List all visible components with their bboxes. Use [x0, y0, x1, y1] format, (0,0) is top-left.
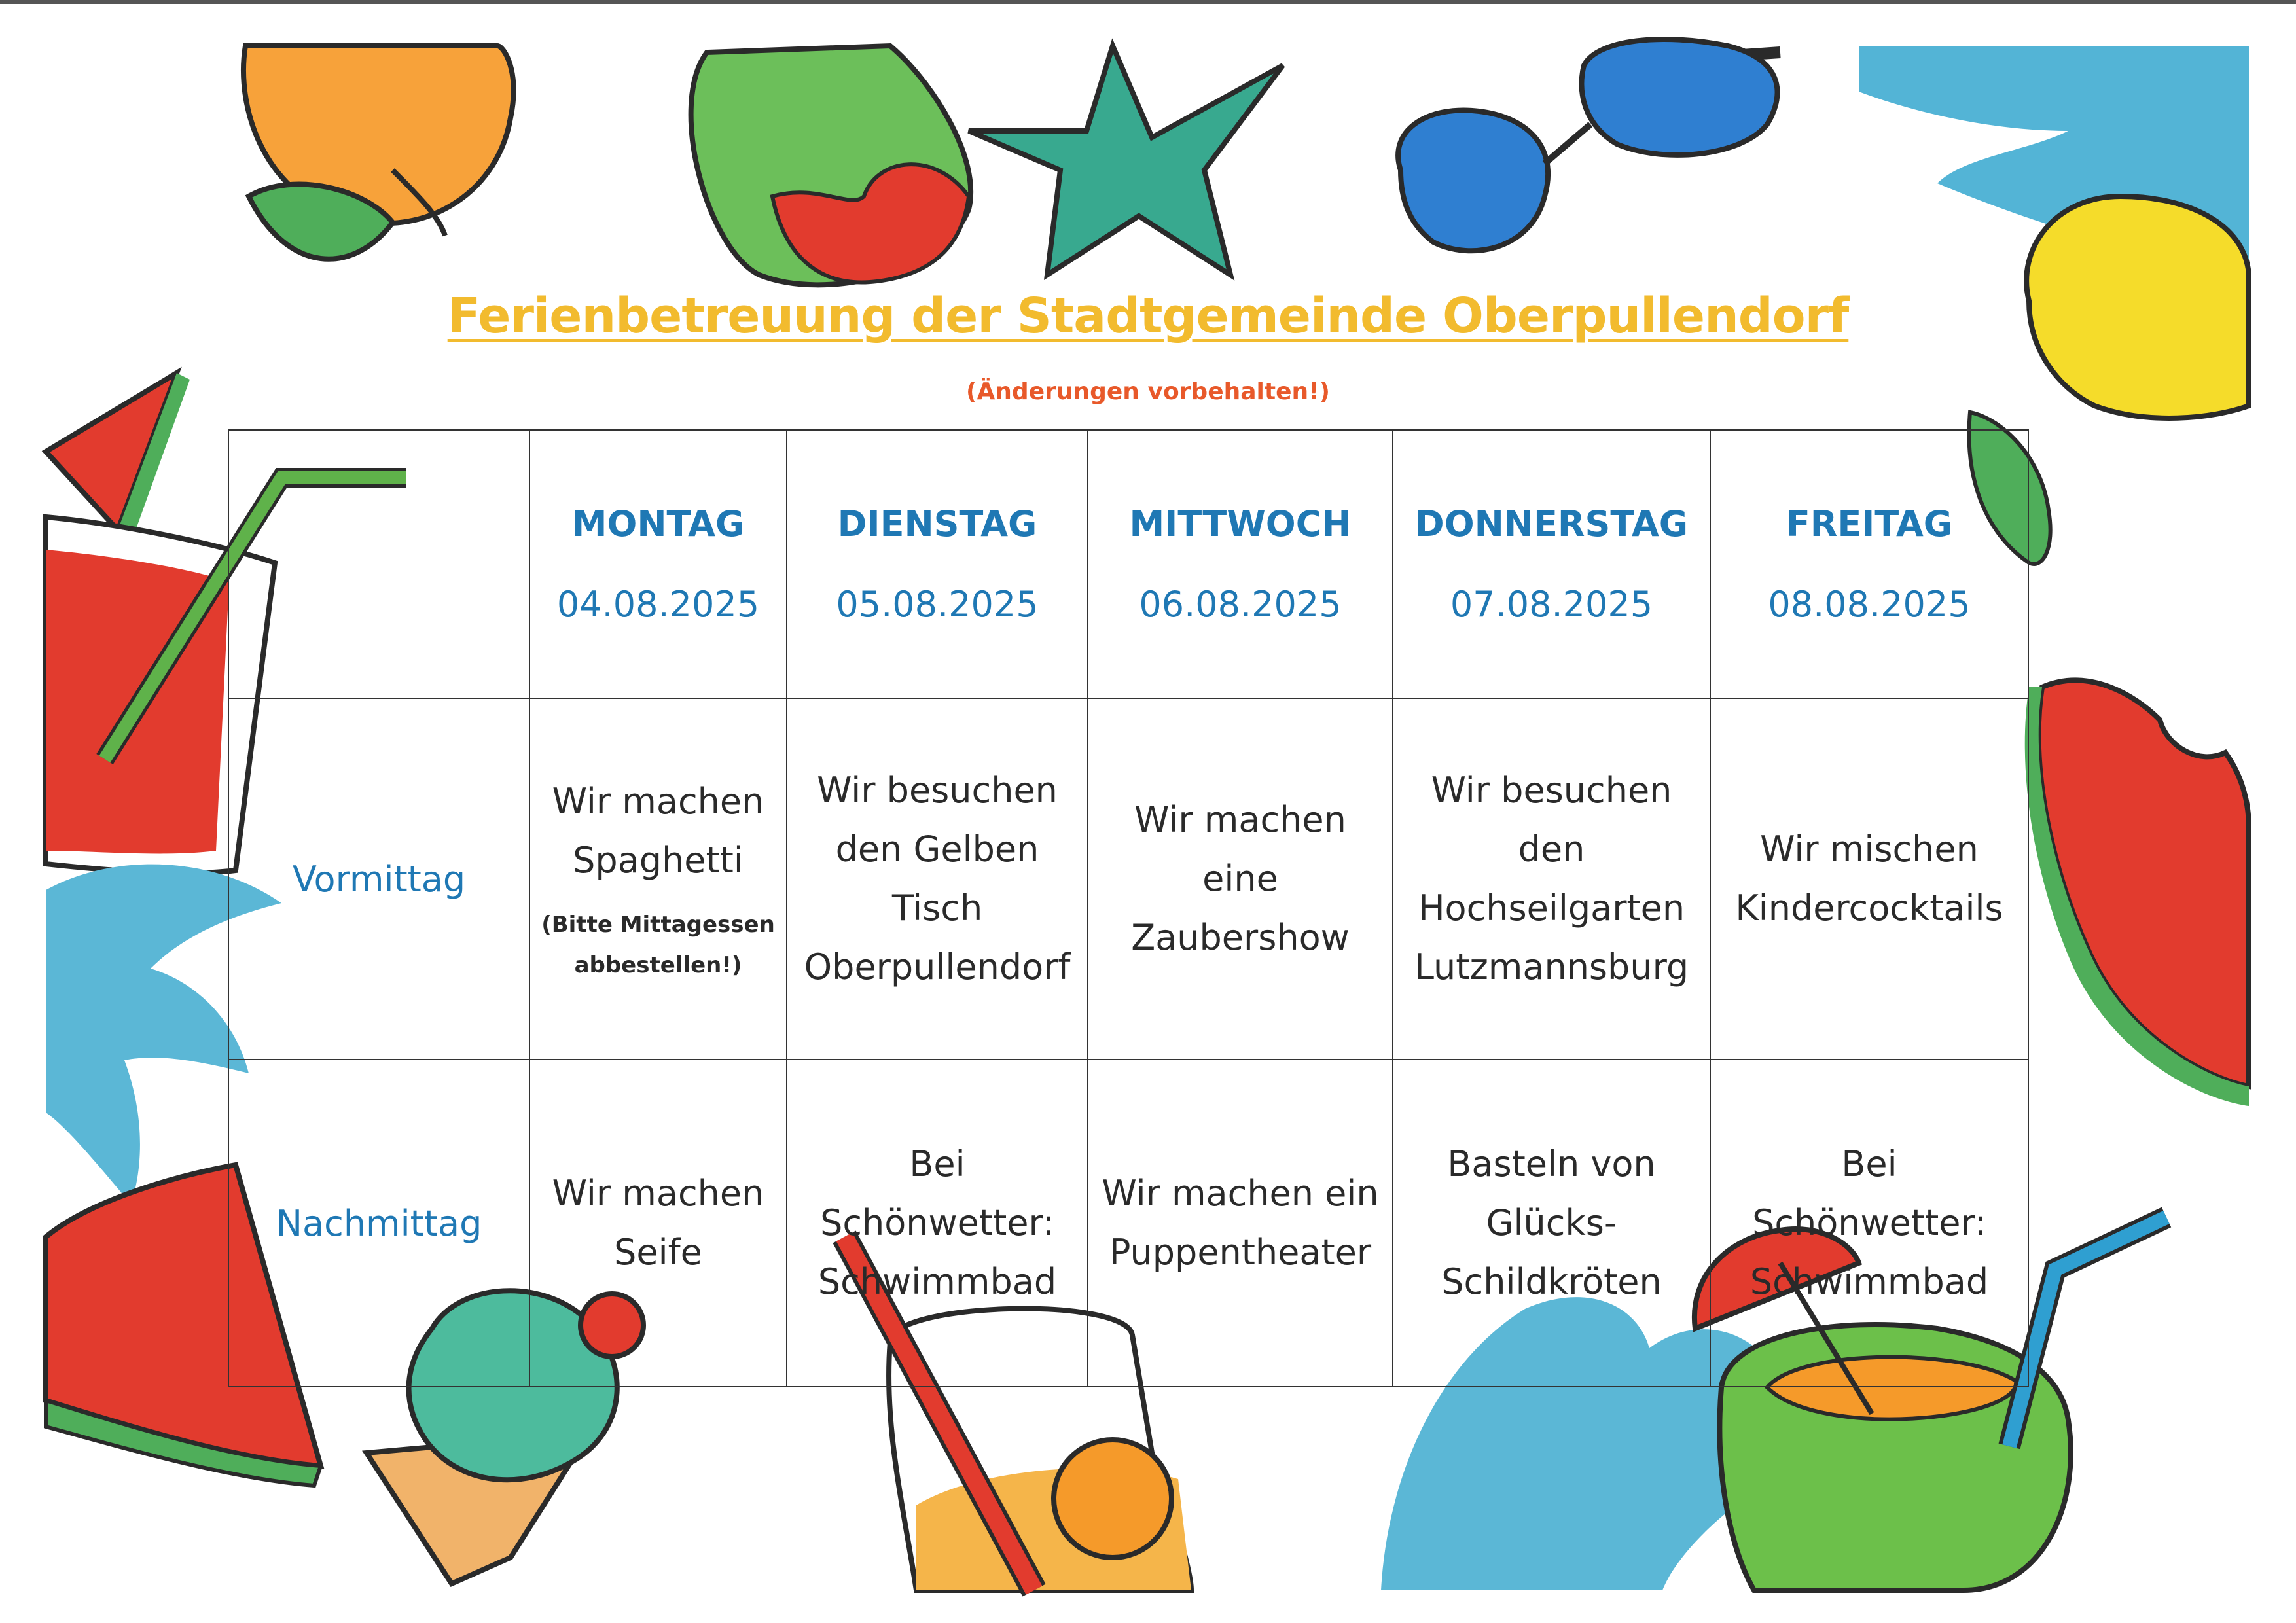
activity-cell: [529, 1060, 787, 1387]
activity-text: Bei Schönwetter: Schwimmbad: [817, 1143, 1057, 1302]
row-label-cell: [228, 698, 529, 1060]
activity-text: Wir machen Seife: [552, 1173, 764, 1273]
row-label: Nachmittag: [276, 1202, 482, 1244]
day-header-cell: [787, 430, 1088, 698]
day-date: 06.08.2025: [1139, 584, 1342, 625]
activity-text: Wir machen eine Zaubershow: [1131, 799, 1350, 958]
watermelon-bite-icon: [2025, 681, 2249, 1106]
row-label: Vormittag: [292, 858, 466, 900]
activity-cell: [1710, 1060, 2028, 1387]
sunglasses-icon: [1398, 39, 1780, 251]
activity-cell: [787, 1060, 1088, 1387]
day-header-cell: [1088, 430, 1393, 698]
day-header-cell: [529, 430, 787, 698]
day-name: MITTWOCH: [1129, 503, 1352, 544]
day-header-cell: [1710, 430, 2028, 698]
activity-cell: [529, 698, 787, 1060]
schedule-table: [228, 429, 2029, 1387]
activity-text: Wir besuchen den Gelben Tisch Oberpullendorf: [804, 770, 1071, 988]
afternoon-row: [228, 1060, 2028, 1387]
header-row: [228, 430, 2028, 698]
corner-cell: [228, 430, 529, 698]
orange-icon: [243, 46, 514, 259]
day-name: FREITAG: [1785, 503, 1953, 544]
day-header-cell: [1393, 430, 1710, 698]
activity-text: Wir mischen Kindercocktails: [1735, 829, 2003, 929]
day-date: 05.08.2025: [836, 584, 1039, 625]
popsicle-icon: [691, 46, 971, 285]
activity-text: Wir besuchen den Hochseilgarten Lutzmannsburg: [1414, 770, 1689, 988]
activity-text: Bei Schönwetter: Schwimmbad: [1749, 1143, 1989, 1302]
activity-cell: [1088, 698, 1393, 1060]
day-date: 04.08.2025: [556, 584, 760, 625]
starfish-icon: [969, 46, 1283, 275]
activity-cell: [1393, 1060, 1710, 1387]
activity-cell: [1393, 698, 1710, 1060]
day-name: MONTAG: [571, 503, 745, 544]
day-date: 08.08.2025: [1768, 584, 1971, 625]
activity-cell: [1088, 1060, 1393, 1387]
day-name: DIENSTAG: [837, 503, 1037, 544]
day-name: DONNERSTAG: [1414, 503, 1689, 544]
morning-row: [228, 698, 2028, 1060]
activity-text: Basteln von Glücks- Schildkröten: [1441, 1143, 1662, 1302]
disclaimer-subtitle: (Änderungen vorbehalten!): [965, 378, 1330, 405]
activity-cell: [787, 698, 1088, 1060]
day-date: 07.08.2025: [1450, 584, 1653, 625]
page-title: Ferienbetreuung der Stadtgemeinde Oberpullendorf: [447, 288, 1849, 344]
activity-note: (Bitte Mittagessen abbestellen!): [541, 912, 775, 978]
activity-cell: [1710, 698, 2028, 1060]
activity-text: Wir machen ein Puppentheater: [1102, 1173, 1379, 1273]
row-label-cell: [228, 1060, 529, 1387]
activity-text: Wir machen Spaghetti: [552, 781, 764, 881]
